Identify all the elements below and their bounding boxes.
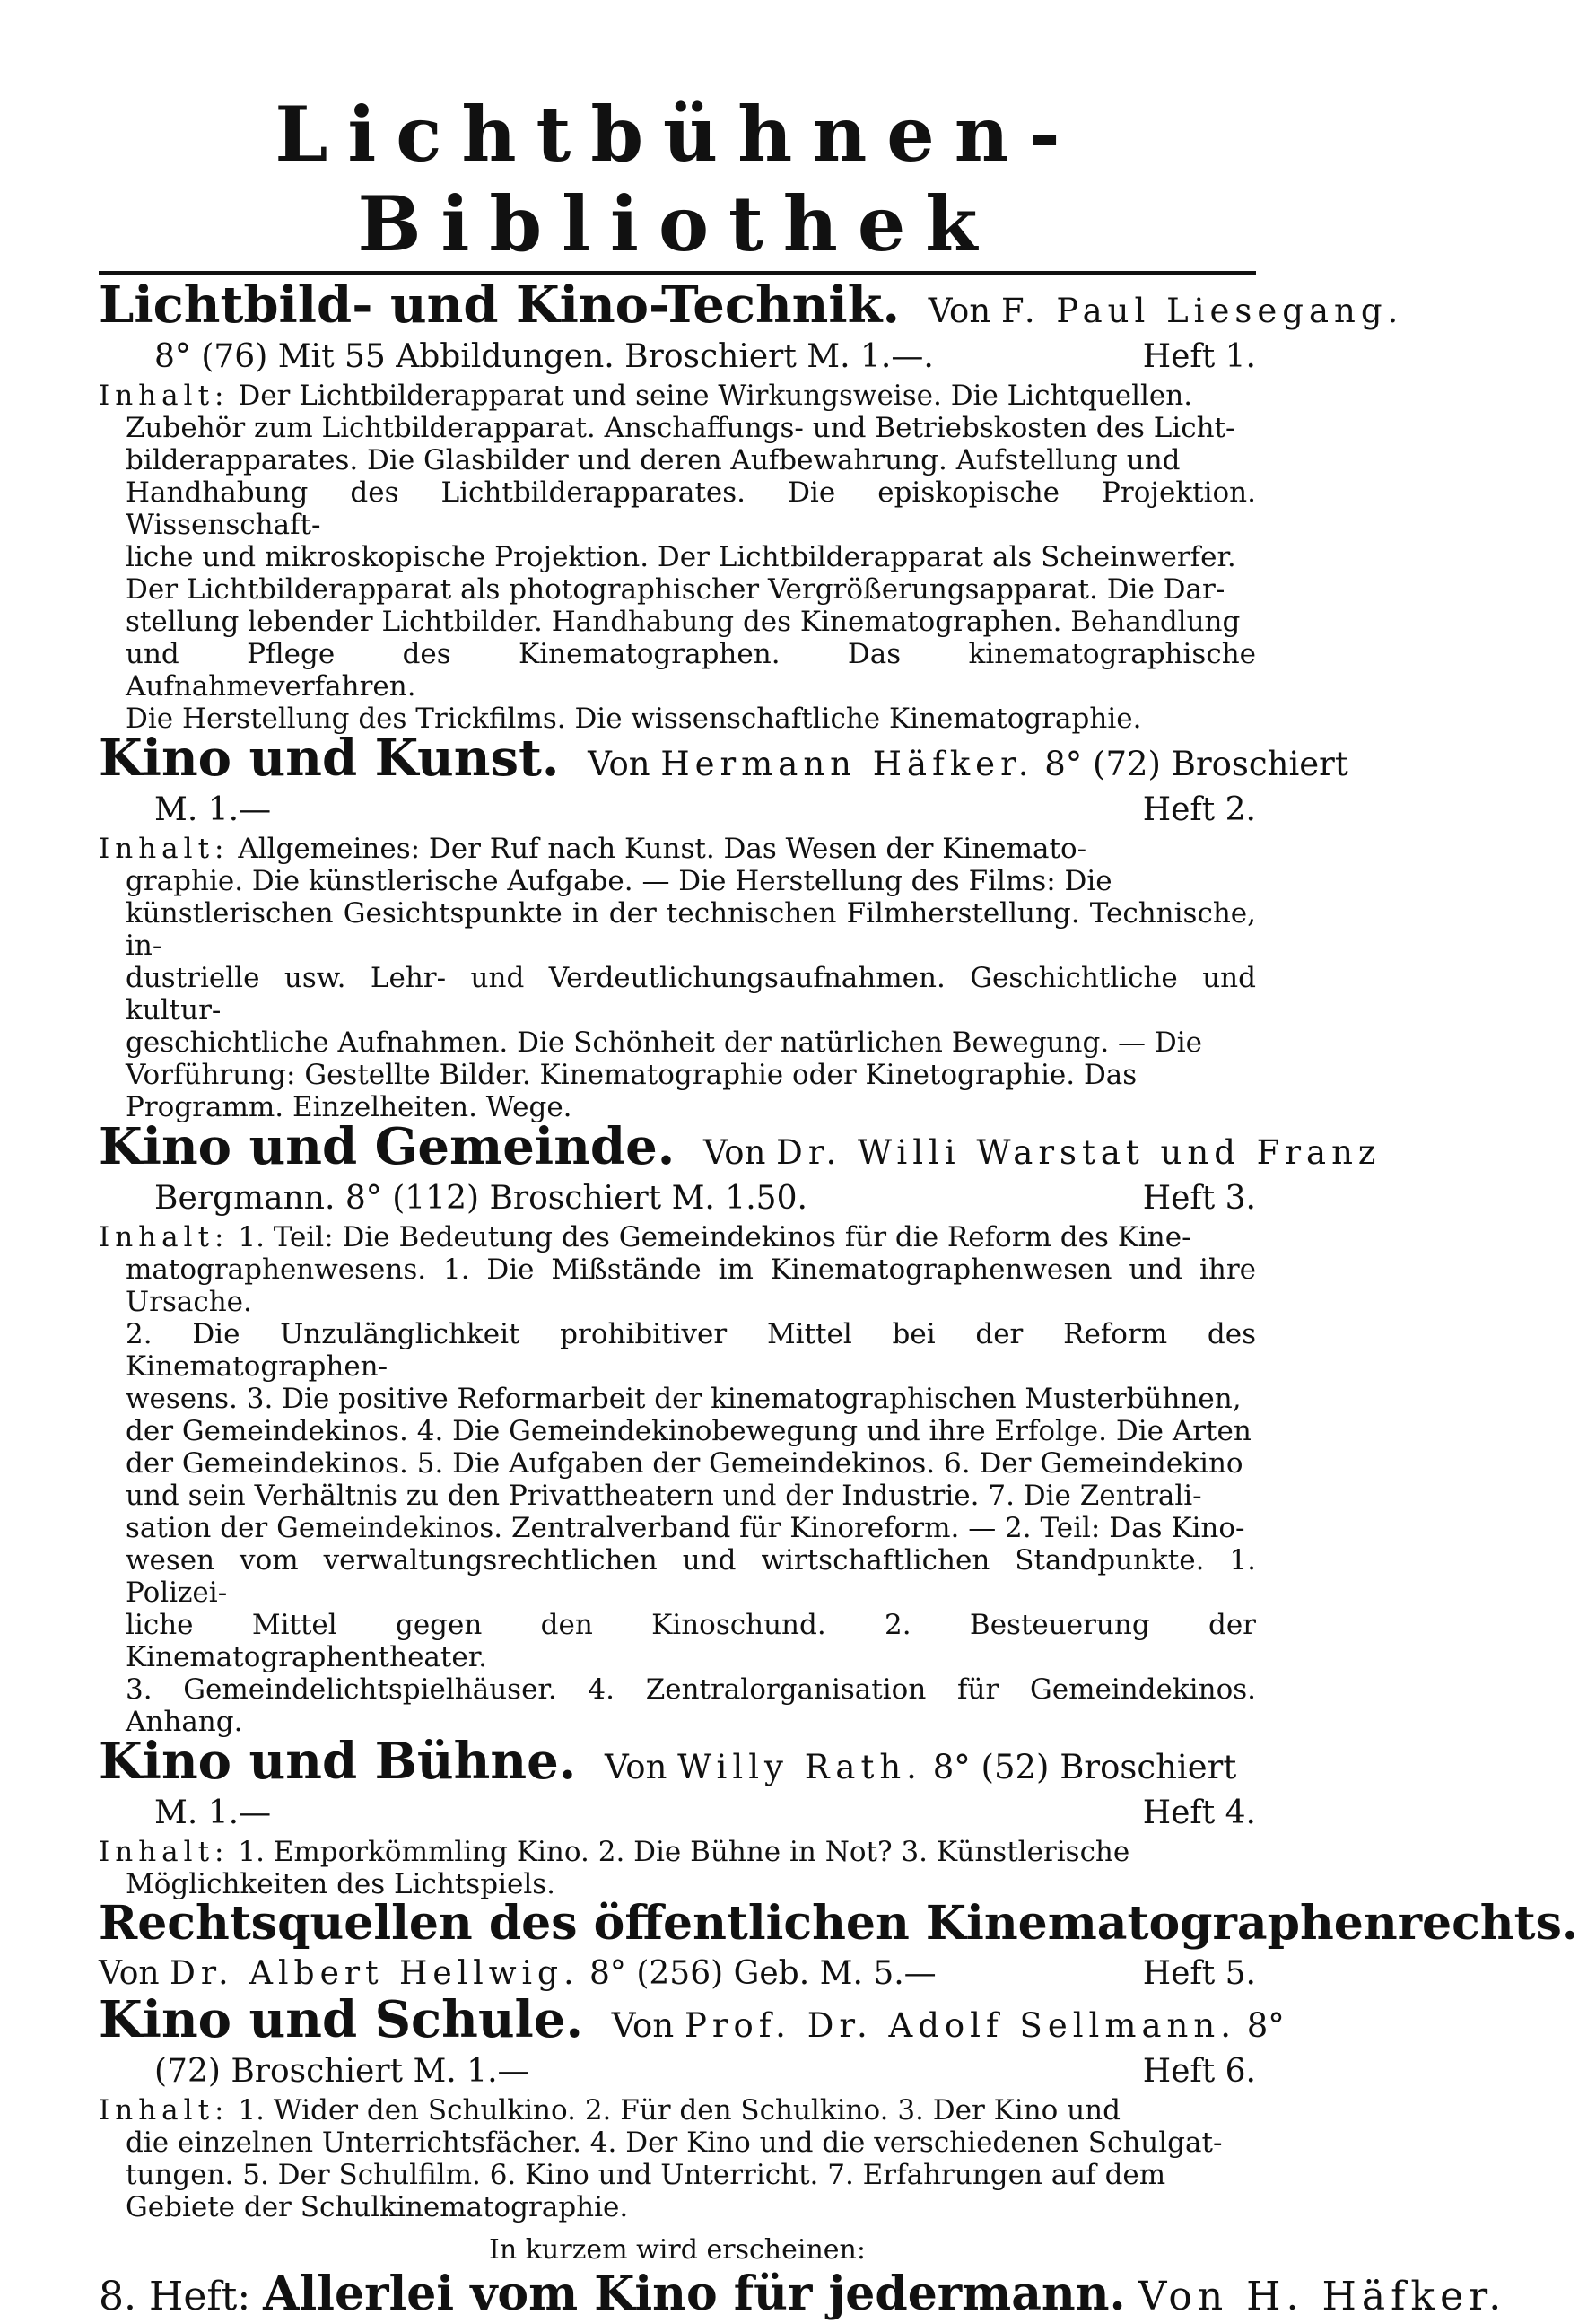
content-text: 1. Wider den Schulkino. 2. Für den Schulkino. 3. Der Kino und [238, 2094, 1121, 2127]
entry-title: Kino und Bühne. [99, 1732, 577, 1791]
content-line: liche Mittel gegen den Kinoschund. 2. Besteuerung der Kinematographentheater. [126, 1609, 1256, 1673]
catalog-entry [99, 1117, 1382, 1738]
pub-info: M. 1.— [154, 791, 272, 828]
entry-author: Dr. Albert Hellwig. [170, 1955, 580, 1992]
content-line: sation der Gemeindekinos. Zentralverband für Kinoreform. — 2. Teil: Das Kino- [126, 1512, 1245, 1544]
catalog-entry [99, 729, 1348, 1123]
catalog-entry [99, 275, 1404, 735]
entry-author: Willy Rath. [677, 1748, 922, 1786]
entry-author: Hermann Häfker. [660, 745, 1034, 783]
content-line: Gebiete der Schulkinematographie. [126, 2191, 629, 2223]
content-line: Programm. Einzelheiten. Wege. [126, 1091, 572, 1123]
content-line: Vorführung: Gestellte Bilder. Kinematographie oder Kinetographie. Das [126, 1059, 1138, 1091]
forthcoming-title: Allerlei vom Kino für jedermann. [263, 2266, 1126, 2321]
content-line [99, 380, 1256, 412]
entry-title: Kino und Schule. [99, 1990, 583, 2049]
author-prefix: Von [611, 2006, 675, 2045]
entry-title: Lichtbild- und Kino-Technik. [99, 275, 900, 335]
pub-line [99, 788, 1256, 833]
entry-heading [99, 1117, 1382, 1176]
content-line: künstlerischen Gesichtspunkte in der technischen Filmherstellung. Technische, in- [126, 897, 1256, 962]
content-line: 3. Gemeindelichtspielhäuser. 4. Zentralorganisation für Gemeindekinos. Anhang. [126, 1673, 1256, 1738]
forthcoming-heft: 8. Heft: [99, 2274, 251, 2319]
pub-head: 8° (72) Broschiert [1044, 745, 1348, 783]
content-line: geschichtliche Aufnahmen. Die Schönheit der natürlichen Bewegung. — Die [126, 1026, 1203, 1059]
masthead: Lichtbühnen-Bibliothek [99, 90, 1256, 275]
content-line: bilderapparates. Die Glasbilder und deren Aufbewahrung. Aufstellung und [126, 444, 1181, 476]
pub-head: 8° (52) Broschiert [932, 1748, 1237, 1786]
pub-line [99, 2049, 1256, 2094]
catalog-entry [99, 1732, 1256, 1900]
content-text: Der Lichtbilderapparat und seine Wirkungsweise. Die Lichtquellen. [238, 380, 1193, 412]
content-text: 1. Teil: Die Bedeutung des Gemeindekinos für die Reform des Kine- [238, 1221, 1191, 1253]
catalog-entry [99, 1896, 1578, 1996]
heft-number: Heft 4. [1142, 1795, 1256, 1831]
heft-number: Heft 2. [1142, 791, 1256, 828]
forthcoming-author: Von H. Häfker. [1138, 2274, 1507, 2319]
content-line [99, 833, 1256, 865]
inhalt-label: Inhalt: [99, 380, 230, 412]
author-prefix: Von [928, 292, 991, 330]
inhalt-label: Inhalt: [99, 2094, 230, 2127]
content-line: matographenwesens. 1. Die Mißstände im Kinematographenwesen und ihre Ursache. [126, 1253, 1256, 1318]
entry-title: Kino und Gemeinde. [99, 1117, 676, 1176]
content-line: liche und mikroskopische Projektion. Der Lichtbilderapparat als Scheinwerfer. [126, 541, 1236, 573]
content-line: Handhabung des Lichtbilderapparates. Die episkopische Projektion. Wissenschaft- [126, 476, 1256, 541]
forthcoming-notice: In kurzem wird erscheinen: [489, 2234, 866, 2266]
pub-info: (72) Broschiert M. 1.— [154, 2053, 530, 2090]
author-prefix: Von [702, 1133, 766, 1172]
entry-heading [99, 275, 1404, 335]
heft-number: Heft 3. [1142, 1180, 1256, 1217]
pub-line [99, 1791, 1256, 1836]
heft-number: Heft 1. [1142, 338, 1256, 375]
entry-heading [99, 729, 1348, 788]
author-prefix: Von [588, 745, 650, 783]
content-line: wesen vom verwaltungsrechtlichen und wirtschaftlichen Standpunkte. 1. Polizei- [126, 1544, 1256, 1609]
entry-author: F. Paul Liesegang. [1000, 292, 1404, 330]
content-line: Möglichkeiten des Lichtspiels. [126, 1868, 556, 1900]
forthcoming-entry [99, 2266, 1507, 2323]
content-line: dustrielle usw. Lehr- und Verdeutlichungsaufnahmen. Geschichtliche und kultur- [126, 962, 1256, 1026]
pub-info: Bergmann. 8° (112) Broschiert M. 1.50. [154, 1180, 807, 1217]
entry-title: Kino und Kunst. [99, 729, 560, 788]
pub-line [99, 335, 1256, 380]
content-line: wesens. 3. Die positive Reformarbeit der kinematographischen Musterbühnen, [126, 1383, 1242, 1415]
content-line: und Pflege des Kinematographen. Das kinematographische Aufnahmeverfahren. [126, 638, 1256, 703]
pub-head: 8° [1246, 2006, 1285, 2045]
content-line: der Gemeindekinos. 4. Die Gemeindekinobewegung und ihre Erfolge. Die Arten [126, 1415, 1252, 1447]
content-line: der Gemeindekinos. 5. Die Aufgaben der Gemeindekinos. 6. Der Gemeindekino [126, 1447, 1243, 1480]
entry-author: Dr. Willi Warstat und Franz [776, 1133, 1382, 1172]
content-line [99, 1836, 1256, 1868]
pub-info: 8° (76) Mit 55 Abbildungen. Broschiert M. 1.—. [154, 338, 934, 375]
content-text: Allgemeines: Der Ruf nach Kunst. Das Wesen der Kinemato- [238, 833, 1087, 865]
pub-line [99, 1176, 1256, 1221]
content-line: Die Herstellung des Trickfilms. Die wissenschaftliche Kinematographie. [126, 703, 1142, 735]
content-line: graphie. Die künstlerische Aufgabe. — Die Herstellung des Films: Die [126, 865, 1112, 897]
content-line: Zubehör zum Lichtbilderapparat. Anschaffungs- und Betriebskosten des Licht- [126, 412, 1235, 444]
content-line: tungen. 5. Der Schulfilm. 6. Kino und Unterricht. 7. Erfahrungen auf dem [126, 2159, 1166, 2191]
content-line: Der Lichtbilderapparat als photographischer Vergrößerungsapparat. Die Dar- [126, 573, 1225, 606]
heft-number: Heft 6. [1142, 2053, 1256, 2090]
content-text: 1. Emporkömmling Kino. 2. Die Bühne in Not? 3. Künstlerische [238, 1836, 1130, 1868]
author-prefix: Von [99, 1955, 160, 1992]
author-prefix: Von [604, 1748, 667, 1786]
page [99, 90, 1578, 2323]
content-line: 2. Die Unzulänglichkeit prohibitiver Mittel bei der Reform des Kinematographen- [126, 1318, 1256, 1383]
content-line: und sein Verhältnis zu den Privattheatern und der Industrie. 7. Die Zentrali- [126, 1480, 1202, 1512]
pub-info: M. 1.— [154, 1795, 272, 1831]
entry-title: Rechtsquellen des öffentlichen Kinematographenrechts. [99, 1896, 1578, 1951]
entry-heading [99, 1896, 1578, 1952]
entry-heading [99, 1990, 1285, 2049]
content-line [99, 2094, 1256, 2127]
inhalt-label: Inhalt: [99, 833, 230, 865]
catalog-entry [99, 1990, 1285, 2223]
entry-heading [99, 1732, 1256, 1791]
content-line: stellung lebender Lichtbilder. Handhabung des Kinematographen. Behandlung [126, 606, 1241, 638]
heft-number: Heft 5. [1142, 1955, 1256, 1992]
content-line [99, 1221, 1256, 1253]
inhalt-label: Inhalt: [99, 1221, 230, 1253]
content-line: die einzelnen Unterrichtsfächer. 4. Der Kino und die verschiedenen Schulgat- [126, 2127, 1223, 2159]
inhalt-label: Inhalt: [99, 1836, 230, 1868]
entry-author: Prof. Dr. Adolf Sellmann. [684, 2006, 1236, 2045]
pub-details: 8° (256) Geb. M. 5.— [589, 1955, 937, 1992]
